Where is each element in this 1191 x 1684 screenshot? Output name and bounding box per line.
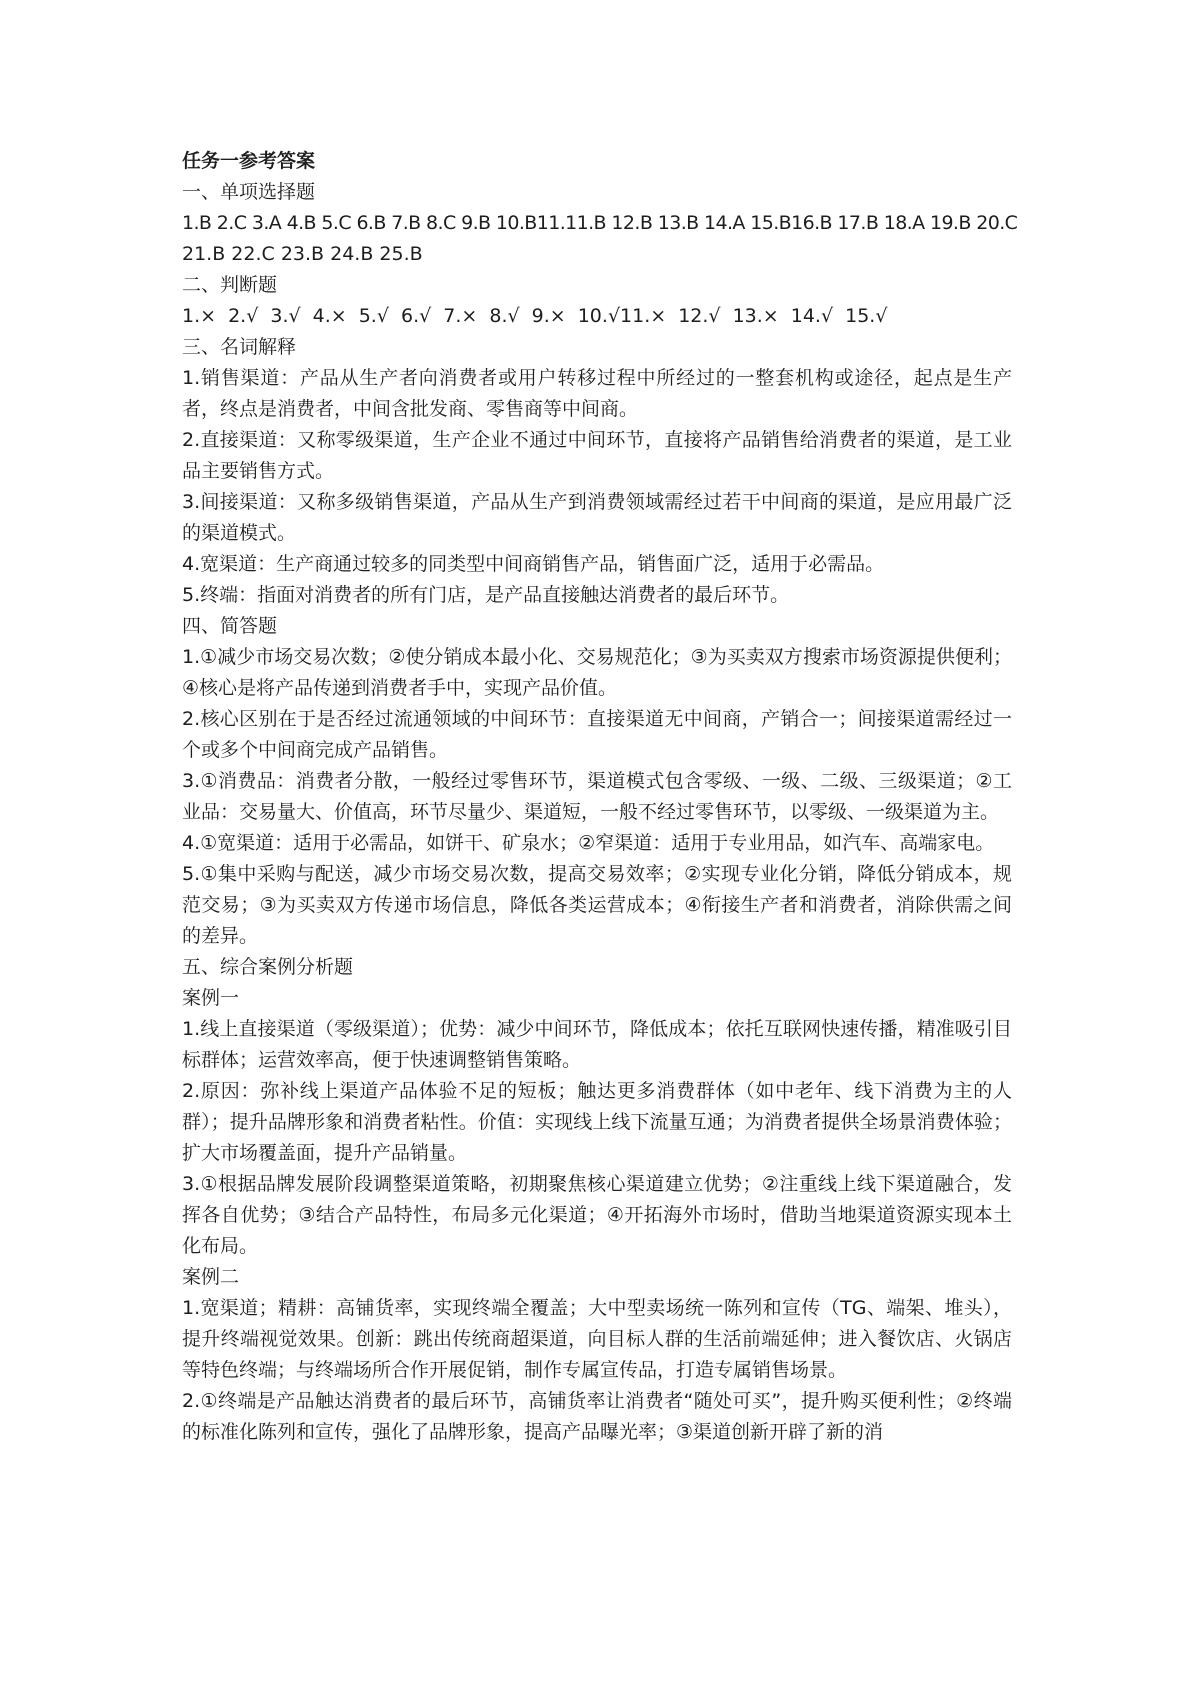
answer-paragraph: 1.销售渠道：产品从生产者向消费者或用户转移过程中所经过的一整套机构或途径，起点是生产者，终点是消费者，中间含批发商、零售商等中间商。 [182, 367, 1012, 420]
answer-line: 21.B 22.C 23.B 24.B 25.B [182, 243, 423, 265]
answer-paragraph: 3.①根据品牌发展阶段调整渠道策略，初期聚焦核心渠道建立优势；②注重线上线下渠道融合，发挥各自优势；③结合产品特性，布局多元化渠道；④开拓海外市场时，借助当地渠道资源实现本土化布局。 [182, 1173, 1012, 1257]
answer-paragraph: 4.①宽渠道：适用于必需品，如饼干、矿泉水；②窄渠道：适用于专业用品，如汽车、高端家电。 [182, 832, 995, 854]
answer-paragraph: 5.终端：指面对消费者的所有门店，是产品直接触达消费者的最后环节。 [182, 584, 790, 606]
answer-paragraph: 1.宽渠道；精耕：高铺货率，实现终端全覆盖；大中型卖场统一陈列和宣传（TG、端架、堆头），提升终端视觉效果。创新：跳出传统商超渠道，向目标人群的生活前端延伸；进入餐饮店、火锅店等特色终端；与终端场所合作开展促销，制作专属宣传品，打造专属销售场景。 [182, 1297, 1012, 1381]
answer-paragraph: 2.核心区别在于是否经过流通领域的中间环节：直接渠道无中间商，产销合一；间接渠道需经过一个或多个中间商完成产品销售。 [182, 708, 1012, 761]
document-title: 任务一参考答案 [182, 150, 316, 172]
case-heading: 案例一 [182, 987, 240, 1009]
answer-paragraph: 2.原因：弥补线上渠道产品体验不足的短板；触达更多消费群体（如中老年、线下消费为主的人群）；提升品牌形象和消费者粘性。价值：实现线上线下流量互通；为消费者提供全场景消费体验；扩大市场覆盖面，提升产品销量。 [182, 1080, 1012, 1164]
answer-paragraph: 2.直接渠道：又称零级渠道，生产企业不通过中间环节，直接将产品销售给消费者的渠道，是工业品主要销售方式。 [182, 429, 1012, 482]
answer-paragraph: 2.①终端是产品触达消费者的最后环节，高铺货率让消费者“随处可买”，提升购买便利性；②终端的标准化陈列和宣传，强化了品牌形象，提高产品曝光率；③渠道创新开辟了新的消 [182, 1390, 1012, 1443]
answer-paragraph: 1.①减少市场交易次数；②使分销成本最小化、交易规范化；③为买卖双方搜索市场资源提供便利；④核心是将产品传递到消费者手中，实现产品价值。 [182, 646, 1012, 699]
answer-paragraph: 4.宽渠道：生产商通过较多的同类型中间商销售产品，销售面广泛，适用于必需品。 [182, 553, 885, 575]
case-heading: 案例二 [182, 1266, 240, 1288]
section-heading: 二、判断题 [182, 274, 278, 296]
section-heading: 五、综合案例分析题 [182, 956, 354, 978]
answer-paragraph: 1.线上直接渠道（零级渠道）；优势：减少中间环节，降低成本；依托互联网快速传播，精准吸引目标群体；运营效率高，便于快速调整销售策略。 [182, 1018, 1012, 1071]
answer-content [182, 146, 1018, 1448]
answer-line: 1.× 2.√ 3.√ 4.× 5.√ 6.√ 7.× 8.√ 9.× 10.√11.× 12.√ 13.× 14.√ 15.√ [182, 305, 888, 327]
section-heading: 一、单项选择题 [182, 181, 316, 203]
answer-line: 1.B 2.C 3.A 4.B 5.C 6.B 7.B 8.C 9.B 10.B11.11.B 12.B 13.B 14.A 15.B16.B 17.B 18.A 19.B 20.C [182, 212, 1018, 234]
answer-paragraph: 3.间接渠道：又称多级销售渠道，产品从生产到消费领域需经过若干中间商的渠道，是应用最广泛的渠道模式。 [182, 491, 1012, 544]
answer-paragraph: 3.①消费品：消费者分散，一般经过零售环节，渠道模式包含零级、一级、二级、三级渠道；②工业品：交易量大、价值高，环节尽量少、渠道短，一般不经过零售环节，以零级、一级渠道为主。 [182, 770, 1012, 823]
answer-paragraph: 5.①集中采购与配送，减少市场交易次数，提高交易效率；②实现专业化分销，降低分销成本，规范交易；③为买卖双方传递市场信息，降低各类运营成本；④衔接生产者和消费者，消除供需之间的差异。 [182, 863, 1012, 947]
section-heading: 三、名词解释 [182, 336, 297, 358]
section-heading: 四、简答题 [182, 615, 278, 637]
